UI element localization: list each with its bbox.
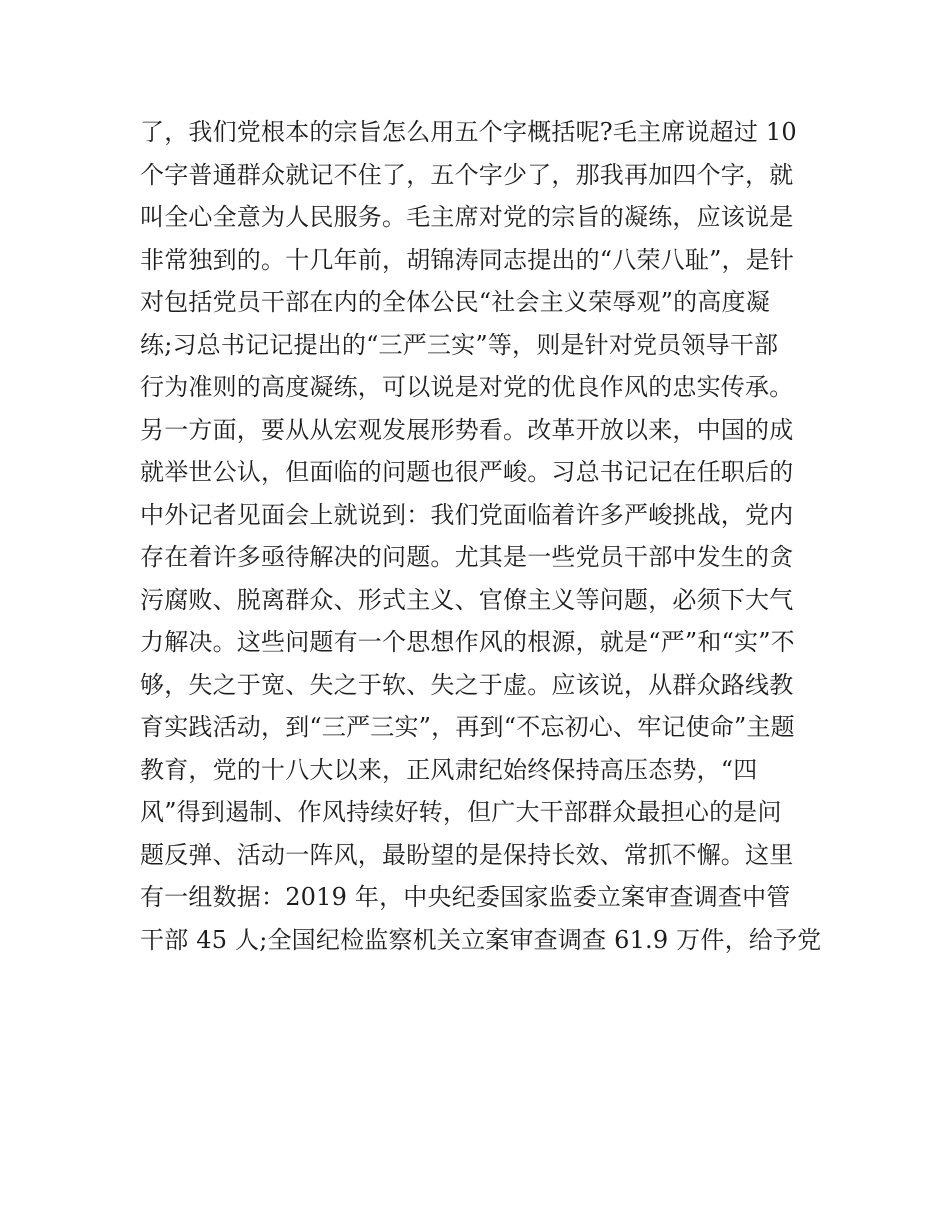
text-line: 题反弹、活动一阵风，最盼望的是保持长效、常抓不懈。这里 — [140, 840, 794, 869]
text-line: 育实践活动，到“三严三实”，再到“不忘初心、牢记使命”主题 — [140, 713, 795, 741]
text-line: 另一方面，要从从宏观发展形势看。改革开放以来，中国的成 — [140, 415, 794, 444]
text-line: 中外记者见面会上就说到：我们党面临着许多严峻挑战，党内 — [140, 500, 794, 529]
text-line: 干部 45 人;全国纪检监察机关立案审查调查 61.9 万件，给予党 — [140, 925, 822, 954]
text-line: 有一组数据：2019 年，中央纪委国家监委立案审查调查中管 — [140, 883, 791, 911]
text-line: 存在着许多亟待解决的问题。尤其是一些党员干部中发生的贪 — [140, 543, 794, 571]
text-line: 了，我们党根本的宗旨怎么用五个字概括呢?毛主席说超过 10 — [140, 118, 797, 146]
text-line: 力解决。这些问题有一个思想作风的根源，就是“严”和“实”不 — [140, 628, 795, 656]
text-line: 叫全心全意为人民服务。毛主席对党的宗旨的凝练，应该说是 — [140, 203, 794, 231]
body-text — [140, 111, 820, 961]
text-line: 教育，党的十八大以来，正风肃纪始终保持高压态势，“四 — [140, 755, 758, 784]
text-line: 污腐败、脱离群众、形式主义、官僚主义等问题，必须下大气 — [140, 585, 794, 614]
text-line: 对包括党员干部在内的全体公民“社会主义荣辱观”的高度凝 — [140, 288, 770, 316]
text-line: 个字普通群众就记不住了，五个字少了，那我再加四个字，就 — [140, 160, 794, 189]
text-line: 非常独到的。十几年前，胡锦涛同志提出的“八荣八耻”，是针 — [140, 245, 795, 274]
text-line: 练;习总书记记提出的“三严三实”等，则是针对党员领导干部 — [140, 330, 779, 359]
text-line: 行为准则的高度凝练，可以说是对党的优良作风的忠实传承。 — [140, 373, 794, 401]
text-line: 就举世公认，但面临的问题也很严峻。习总书记记在任职后的 — [140, 458, 794, 486]
text-line: 风”得到遏制、作风持续好转，但广大干部群众最担心的是问 — [140, 798, 782, 826]
text-line: 够，失之于宽、失之于软、失之于虚。应该说，从群众路线教 — [140, 670, 794, 699]
